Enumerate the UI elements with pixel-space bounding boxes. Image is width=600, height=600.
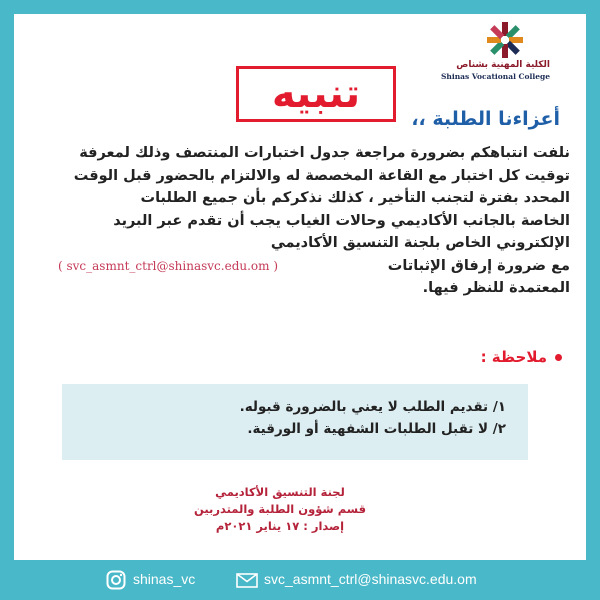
announcement-body	[58, 142, 570, 300]
signature-block	[160, 484, 400, 535]
college-name-arabic: الكلية المهنية بشناص	[456, 60, 550, 70]
body-line: الخاصة بالجانب الأكاديمي وحالات الغياب يجب أن تقدم عبر البريد	[113, 212, 570, 229]
college-emblem-icon	[482, 20, 528, 60]
notes-box	[62, 384, 528, 460]
signature-issue-date: إصدار : ١٧ يناير ٢٠٢١م	[215, 519, 345, 533]
bullet-icon	[555, 354, 562, 361]
body-line-with-email	[58, 255, 570, 278]
page-title: تنبيه	[271, 71, 361, 117]
note-heading-label: ملاحظة :	[480, 348, 547, 366]
title-box	[236, 66, 396, 122]
note-item: ٢/ لا تقبل الطلبات الشفهية أو الورقية.	[247, 421, 506, 437]
note-item: ١/ تقديم الطلب لا يعني بالضرورة قبوله.	[239, 399, 506, 415]
mail-icon[interactable]	[236, 573, 258, 588]
body-line: مع ضرورة إرفاق الإثباتات	[387, 257, 570, 274]
body-email-link[interactable]: ( svc_asmnt_ctrl@shinasvc.edu.om )	[58, 258, 279, 273]
instagram-icon[interactable]	[106, 570, 126, 590]
greeting: أعزاءنا الطلبة ،،	[411, 108, 560, 130]
college-name-english: Shinas Vocational College	[441, 72, 550, 81]
footer	[0, 560, 600, 600]
signature-department: قسم شؤون الطلبة والمتدربين	[193, 502, 366, 516]
footer-email[interactable]: svc_asmnt_ctrl@shinasvc.edu.om	[264, 571, 477, 587]
body-line: المعتمدة للنظر فيها.	[422, 280, 570, 296]
signature-committee: لجنة التنسيق الأكاديمي	[215, 485, 345, 499]
body-line: نلفت انتباهكم بضرورة مراجعة جدول اختبارات المنتصف وذلك لمعرفة	[79, 145, 570, 161]
college-logo	[441, 20, 550, 84]
body-line: الإلكتروني الخاص بلجنة التنسيق الأكاديمي	[270, 235, 570, 251]
body-line: المحدد بفترة لتجنب التأخير ، كذلك نذكركم بأن جميع الطلبات	[140, 190, 570, 206]
instagram-handle[interactable]: shinas_vc	[133, 571, 196, 587]
body-line: توقيت كل اختبار مع القاعة المخصصة له والالتزام بالحضور قبل الوقت	[73, 167, 570, 184]
note-heading	[481, 348, 562, 366]
